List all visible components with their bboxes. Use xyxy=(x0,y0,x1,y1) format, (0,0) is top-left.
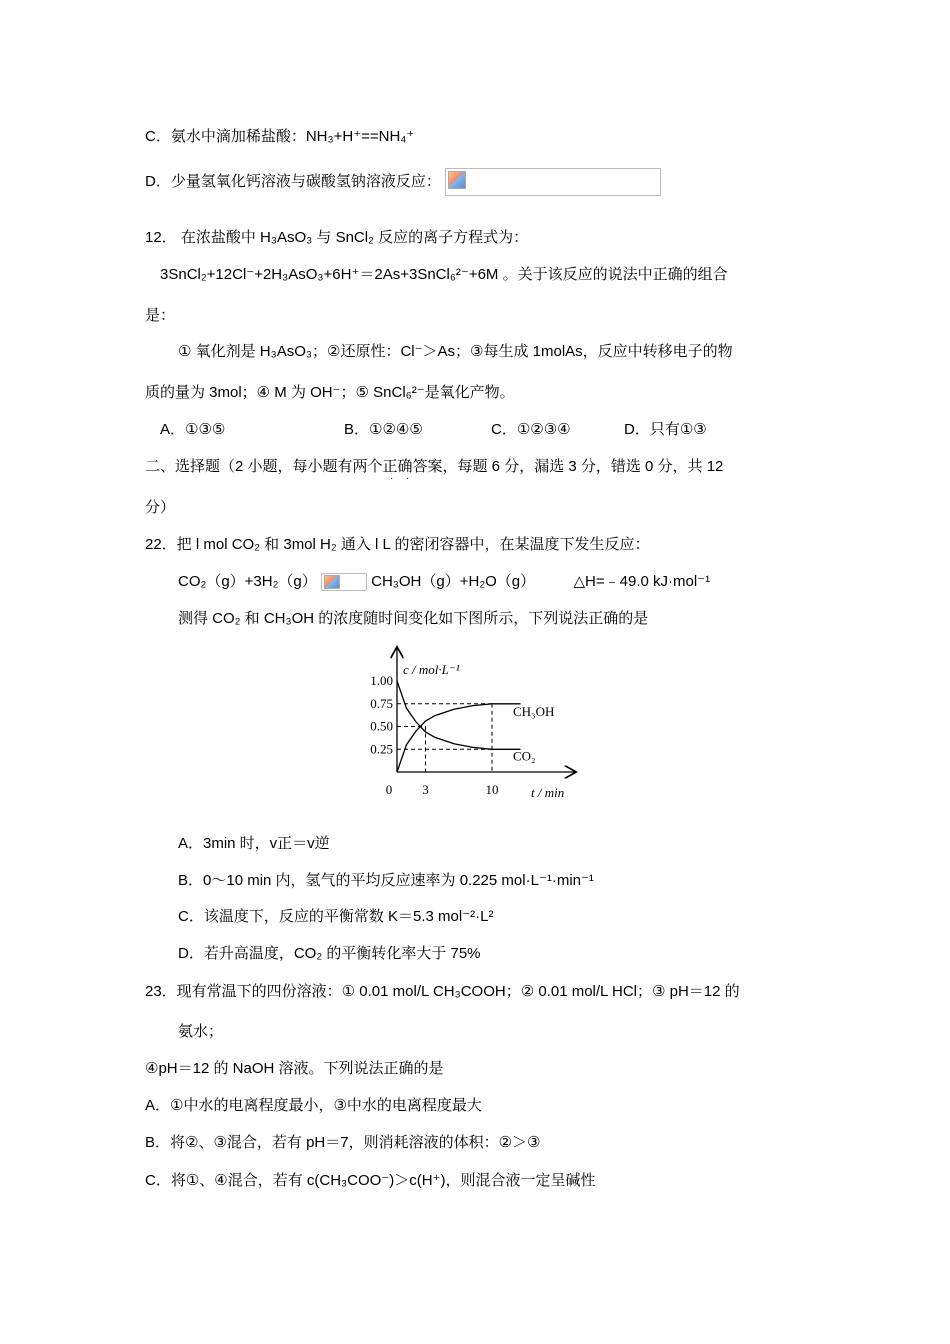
section2-heading-cont: 分） xyxy=(145,499,176,516)
section2-heading: 二、选择题（2 小题，每小题有两个正确答案，每题 6 分，漏选 3 分，错选 0 分，共 12 xyxy=(145,458,724,475)
x-tick-label: 3 xyxy=(422,782,429,797)
q23-option-a: A．①中水的电离程度最小，③中水的电离程度最大 xyxy=(145,1097,482,1114)
broken-image-icon xyxy=(445,168,661,196)
q23-option-b: B．将②、③混合，若有 pH＝7，则消耗溶液的体积：②＞③ xyxy=(145,1134,541,1151)
q12-statement-2: 质的量为 3mol；④ M 为 OH⁻；⑤ SnCl₆²⁻是氧化产物。 xyxy=(145,384,515,401)
x-tick-label: 10 xyxy=(485,782,499,797)
equilibrium-arrow-icon xyxy=(321,573,367,591)
q22-title: 22．把 l mol CO₂ 和 3mol H₂ 通入 l L 的密闭容器中，在某温度下发生反应： xyxy=(145,536,650,553)
q23-option-c: C．将①、④混合，若有 c(CH₃COO⁻)＞c(H⁺)，则混合液一定呈碱性 xyxy=(145,1172,596,1189)
y-tick-label: 0.75 xyxy=(370,695,393,711)
option-d-text: D．少量氢氧化钙溶液与碳酸氢钠溶液反应： xyxy=(145,172,441,190)
q23-title: 23．现有常温下的四份溶液：① 0.01 mol/L CH₃COOH；② 0.01 mol/L HCl；③ pH＝12 的 xyxy=(145,983,740,1000)
q22-option-c: C．该温度下，反应的平衡常数 K＝5.3 mol⁻²·L² xyxy=(178,908,494,925)
x-tick-label: 0 xyxy=(385,782,393,797)
q22-option-a: A．3min 时，v正＝v逆 xyxy=(178,835,330,852)
q22-equation xyxy=(178,572,710,592)
x-axis-label: t / min xyxy=(531,785,565,800)
q12-equation-cont: 是： xyxy=(145,307,176,324)
q12-equation: 3SnCl₂+12Cl⁻+2H₃AsO₃+6H⁺＝2As+3SnCl₆²⁻+6M 。关于该反应的说法中正确的组合 xyxy=(160,266,728,283)
series-label: CH₃OH xyxy=(513,703,555,719)
series-label: CO₂ xyxy=(513,748,536,764)
q12-statement-1: ① 氧化剂是 H₃AsO₃；②还原性：Cl⁻＞As；③每生成 1molAs，反应中转移电子的物 xyxy=(178,343,733,360)
q12-option-b: B．①②④⑤ xyxy=(344,421,423,438)
q22-description: 测得 CO₂ 和 CH₃OH 的浓度随时间变化如下图所示，下列说法正确的是 xyxy=(178,610,649,627)
concentration-time-chart xyxy=(0,640,950,860)
emphasis-dot: · xyxy=(390,473,394,484)
q12-option-d: D．只有①③ xyxy=(624,421,707,438)
y-tick-label: 0.50 xyxy=(370,718,393,734)
q22-option-b: B．0～10 min 内，氢气的平均反应速率为 0.225 mol·L⁻¹·min⁻¹ xyxy=(178,872,594,889)
q22-option-d: D．若升高温度，CO₂ 的平衡转化率大于 75% xyxy=(178,945,481,962)
q23-solution-4: ④pH＝12 的 NaOH 溶液。下列说法正确的是 xyxy=(145,1060,444,1077)
q22-eq-right: CH₃OH（g）+H₂O（g） xyxy=(371,573,536,590)
q12-title: 12． 在浓盐酸中 H₃AsO₃ 与 SnCl₂ 反应的离子方程式为： xyxy=(145,229,529,246)
q22-eq-left: CO₂（g）+3H₂（g） xyxy=(178,573,317,590)
q12-option-a: A．①③⑤ xyxy=(160,421,226,438)
y-tick-label: 0.25 xyxy=(370,741,393,757)
q22-enthalpy: △H=﹣49.0 kJ·mol⁻¹ xyxy=(573,573,711,590)
option-c-line: C．氨水中滴加稀盐酸：NH₃+H⁺==NH₄⁺ xyxy=(145,128,415,145)
y-axis-label: c / mol·L⁻¹ xyxy=(403,662,460,677)
series-line-1 xyxy=(397,681,521,749)
y-tick-label: 1.00 xyxy=(370,673,393,688)
emphasis-dot: · xyxy=(406,473,410,484)
series-line-0 xyxy=(397,704,521,772)
q23-title-cont: 氨水； xyxy=(178,1023,224,1040)
q12-option-c: C．①②③④ xyxy=(491,421,571,438)
option-d-line xyxy=(145,168,661,196)
